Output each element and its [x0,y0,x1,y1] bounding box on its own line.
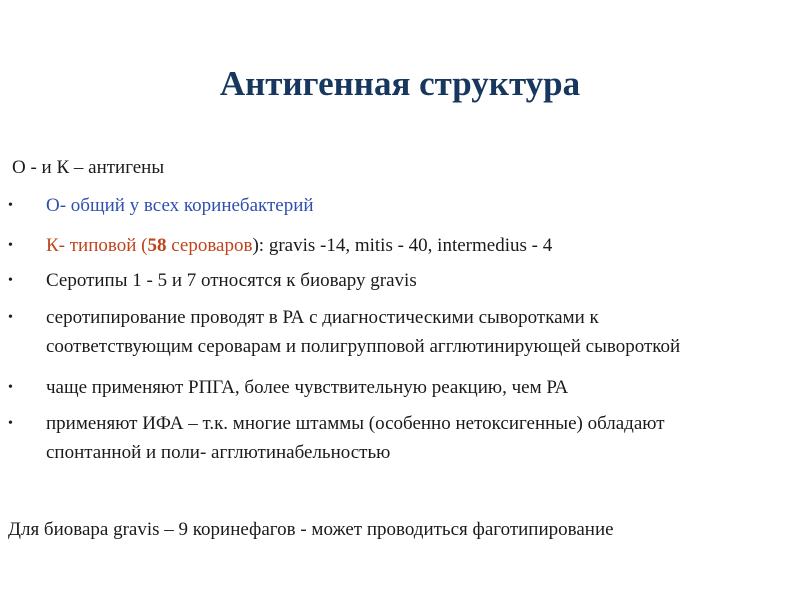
bullet-text [46,231,794,260]
bullet-dot: • [8,238,13,253]
serovar-label: сероваров [166,235,253,256]
bullet-dot: • [8,380,13,395]
slide-title: Антигенная структура [219,64,581,103]
bullet-dot: • [8,198,13,213]
bullet-line-2: спонтанной и поли- агглютинабельностью [46,442,391,463]
footer-text: Для биовара gravis – 9 коринефагов - может проводиться фаготипирование [8,519,614,540]
bullet-line-1: применяют ИФА – т.к. многие штаммы (особенно нетоксигенные) обладают [46,413,665,434]
bullet-text: Серотипы 1 - 5 и 7 относятся к биовару gravis [46,270,417,291]
biovar-counts: ): gravis -14, mitis - 40, intermedius - 4 [252,235,553,256]
bullet-line-1: серотипирование проводят в РА с диагностическими сыворотками к [46,307,599,328]
bullet-dot: • [8,273,13,288]
bullet-text [46,409,794,467]
bullet-text: О- общий у всех коринебактерий [46,195,314,216]
bullet-text: чаще применяют РПГА, более чувствительную реакцию, чем РА [46,377,569,398]
k-type-label: К- типовой ( [46,235,148,256]
bullet-dot: • [8,416,13,431]
bullet-line-2: соответствующим серовaрам и полигрупповой агглютинирующей сывороткой [46,336,681,357]
intro-text: О - и К – антигены [12,157,165,178]
bullet-text [46,303,794,361]
bullet-dot: • [8,310,13,325]
serovar-count: 58 [147,235,167,256]
